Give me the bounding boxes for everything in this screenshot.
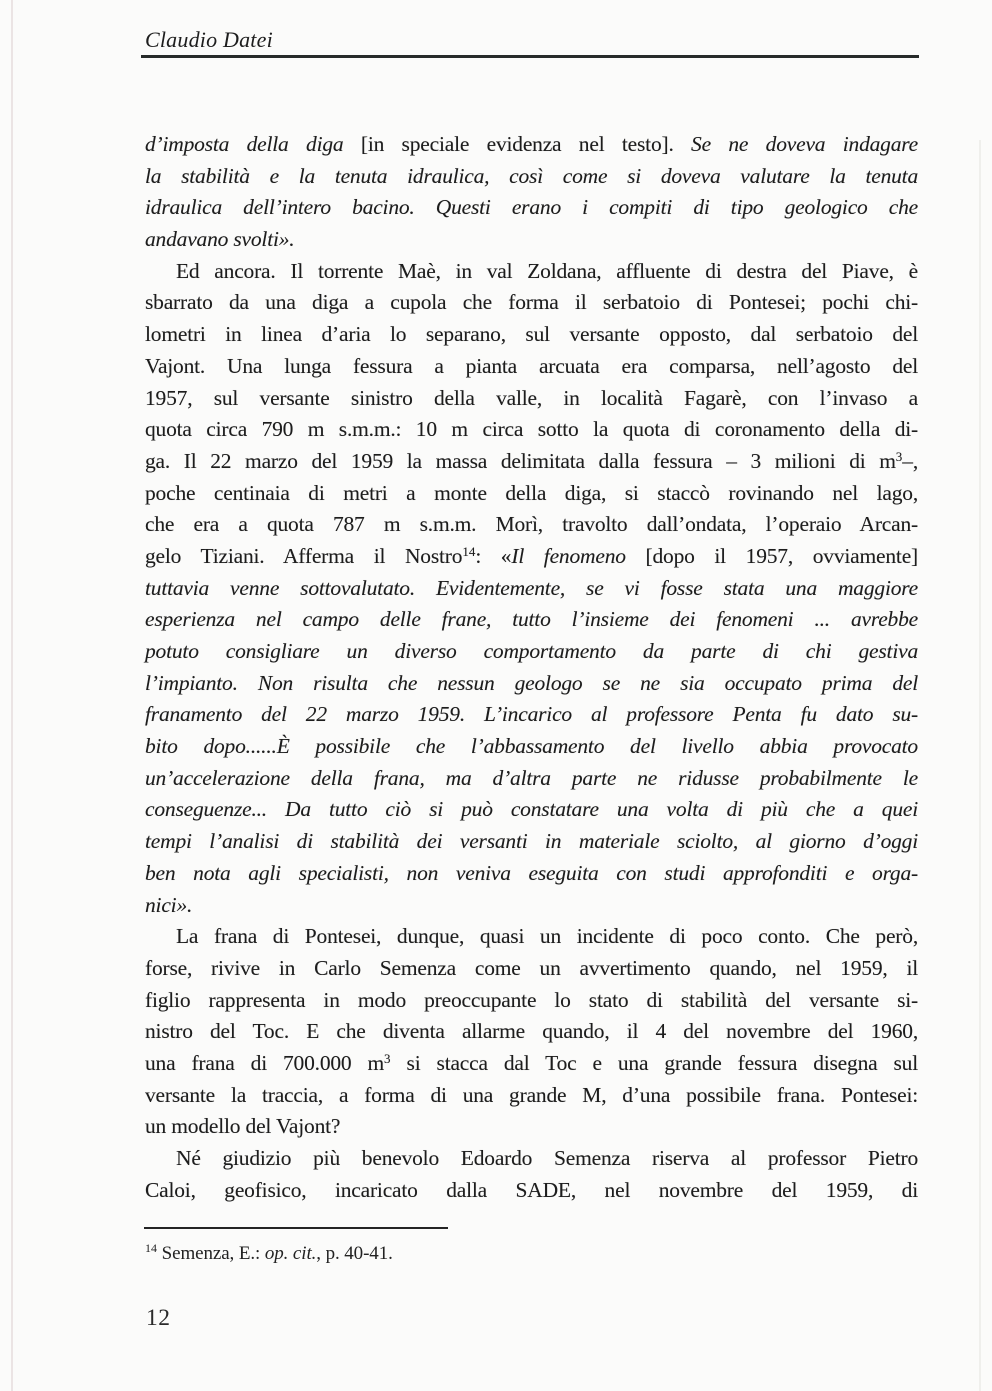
text-line <box>145 699 918 731</box>
text-segment: 1957, sul versante sinistro della valle, in località Fagarè, con l’invaso a <box>145 385 918 410</box>
text-segment: [dopo il 1957, ovviamente] <box>645 543 918 568</box>
text-segment: un modello del Vajont? <box>145 1114 341 1139</box>
text-line <box>145 636 918 668</box>
text-line <box>145 1080 918 1112</box>
text-segment: conseguenze... Da tutto ciò si può constatare una volta di più che a quei <box>145 797 918 822</box>
footnote <box>145 1241 918 1266</box>
text-line <box>145 256 918 288</box>
text-segment: Semenza, E.: <box>157 1243 265 1264</box>
text-line <box>145 414 918 446</box>
text-line <box>145 573 918 605</box>
text-line <box>145 192 918 224</box>
text-segment: d’imposta della diga <box>145 132 361 156</box>
text-segment: versante la traccia, a forma di una grande M, d’una possibile frana. Pontesei: <box>145 1082 918 1107</box>
header-rule <box>141 55 919 58</box>
text-segment: Ed ancora. Il torrente Maè, in val Zoldana, affluente di destra del Piave, è <box>176 258 918 283</box>
footnote-rule <box>144 1227 448 1229</box>
text-segment: idraulica dell’intero bacino. Questi erano i compiti di tipo geologico che <box>145 195 918 220</box>
text-segment: nistro del Toc. E che diventa allarme quando, il 4 del novembre del 1960, <box>145 1019 918 1044</box>
text-segment: Né giudizio più benevolo Edoardo Semenza riserva al professor Pietro <box>176 1146 918 1170</box>
text-segment: [in speciale evidenza nel testo]. <box>360 132 692 156</box>
text-segment: l’impianto. Non risulta che nessun geologo se ne sia occupato prima del <box>145 670 918 695</box>
text-line <box>145 287 918 319</box>
body-text <box>145 129 918 1206</box>
text-segment: forse, rivive in Carlo Semenza come un avvertimento quando, nel 1959, il <box>145 955 918 980</box>
text-line <box>145 953 918 985</box>
text-line <box>145 604 918 636</box>
text-segment: gelo Tiziani. Afferma il Nostro <box>145 543 463 568</box>
text-line <box>145 826 918 858</box>
text-line <box>145 985 918 1017</box>
text-line <box>145 731 918 763</box>
text-segment: ga. Il 22 marzo del 1959 la massa delimitata dalla fessura – 3 milioni di m <box>145 448 896 473</box>
text-line <box>145 129 918 161</box>
text-segment: nici». <box>145 892 193 917</box>
text-segment: –, <box>902 448 918 473</box>
text-line <box>145 1143 918 1175</box>
text-line <box>145 509 918 541</box>
text-line <box>145 224 918 256</box>
text-line <box>145 668 918 700</box>
text-segment: franamento del 22 marzo 1959. L’incarico al professore Penta fu dato su- <box>145 702 918 727</box>
text-segment: : « <box>475 543 512 568</box>
text-line <box>145 1175 918 1207</box>
text-segment: esperienza nel campo delle frane, tutto l’insieme dei fenomeni ... avrebbe <box>145 607 918 632</box>
page-number: 12 <box>146 1305 171 1331</box>
text-line <box>145 858 918 890</box>
scan-edge-artifact-right <box>979 140 981 1391</box>
superscript: 14 <box>145 1240 157 1255</box>
text-line <box>145 1016 918 1048</box>
text-segment: un’accelerazione della frana, ma d’altra parte ne ridusse probabilmente le <box>145 765 918 790</box>
text-segment: la stabilità e la tenuta idraulica, così come si doveva valutare la tenuta <box>145 163 918 188</box>
text-line <box>145 890 918 922</box>
text-segment: potuto consigliare un diverso comportamento da parte di chi gestiva <box>145 639 918 663</box>
text-segment: sbarrato da una diga a cupola che forma il serbatoio di Pontesei; pochi chi- <box>145 290 918 315</box>
text-segment: andavano svolti». <box>145 227 295 252</box>
text-segment: ben nota agli specialisti, non veniva eseguita con studi approfonditi e orga- <box>145 860 918 885</box>
text-segment: lometri in linea d’aria lo separano, sul versante opposto, dal serbatoio del <box>145 322 918 347</box>
text-line <box>145 541 918 573</box>
superscript: 14 <box>462 543 476 559</box>
text-segment: Il fenomeno <box>511 543 646 568</box>
superscript: 3 <box>384 1050 391 1066</box>
text-segment: quota circa 790 m s.m.m.: 10 m circa sotto la quota di coronamento della di- <box>145 417 918 442</box>
text-line <box>145 351 918 383</box>
text-line <box>145 161 918 193</box>
text-line <box>145 794 918 826</box>
text-line <box>145 446 918 478</box>
text-segment: Caloi, geofisico, incaricato dalla SADE, nel novembre del 1959, di <box>145 1177 918 1202</box>
text-segment: Se ne doveva indagare <box>691 132 918 156</box>
text-segment: poche centinaia di metri a monte della diga, si staccò rovinando nel lago, <box>145 480 918 505</box>
text-segment: figlio rappresenta in modo preoccupante lo stato di stabilità del versante si- <box>145 987 918 1012</box>
text-segment: bito dopo......È possibile che l’abbassamento del livello abbia provocato <box>145 734 918 759</box>
text-segment: che era a quota 787 m s.m.m. Morì, travolto dall’ondata, l’operaio Arcan- <box>145 512 918 537</box>
text-segment: Vajont. Una lunga fessura a pianta arcuata era comparsa, nell’agosto del <box>145 353 918 378</box>
text-line <box>145 478 918 510</box>
text-line <box>145 763 918 795</box>
superscript: 3 <box>895 448 903 464</box>
text-line <box>145 383 918 415</box>
text-line <box>145 921 918 953</box>
text-segment: una frana di 700.000 m <box>145 1050 385 1075</box>
text-line <box>145 1048 918 1080</box>
text-line <box>145 319 918 351</box>
text-segment: , p. 40-41. <box>316 1243 393 1264</box>
text-line <box>145 1111 918 1143</box>
text-segment: tempi l’analisi di stabilità dei versanti in materiale sciolto, al giorno d’oggi <box>145 829 918 854</box>
text-segment: La frana di Pontesei, dunque, quasi un incidente di poco conto. Che però, <box>176 924 918 949</box>
text-segment: si stacca dal Toc e una grande fessura disegna sul <box>390 1050 918 1075</box>
text-segment: tuttavia venne sottovalutato. Evidentemente, se vi fosse stata una maggiore <box>145 575 918 600</box>
running-header-author: Claudio Datei <box>145 27 273 52</box>
text-segment: op. cit. <box>264 1243 317 1264</box>
scan-edge-artifact-left <box>11 0 13 1391</box>
